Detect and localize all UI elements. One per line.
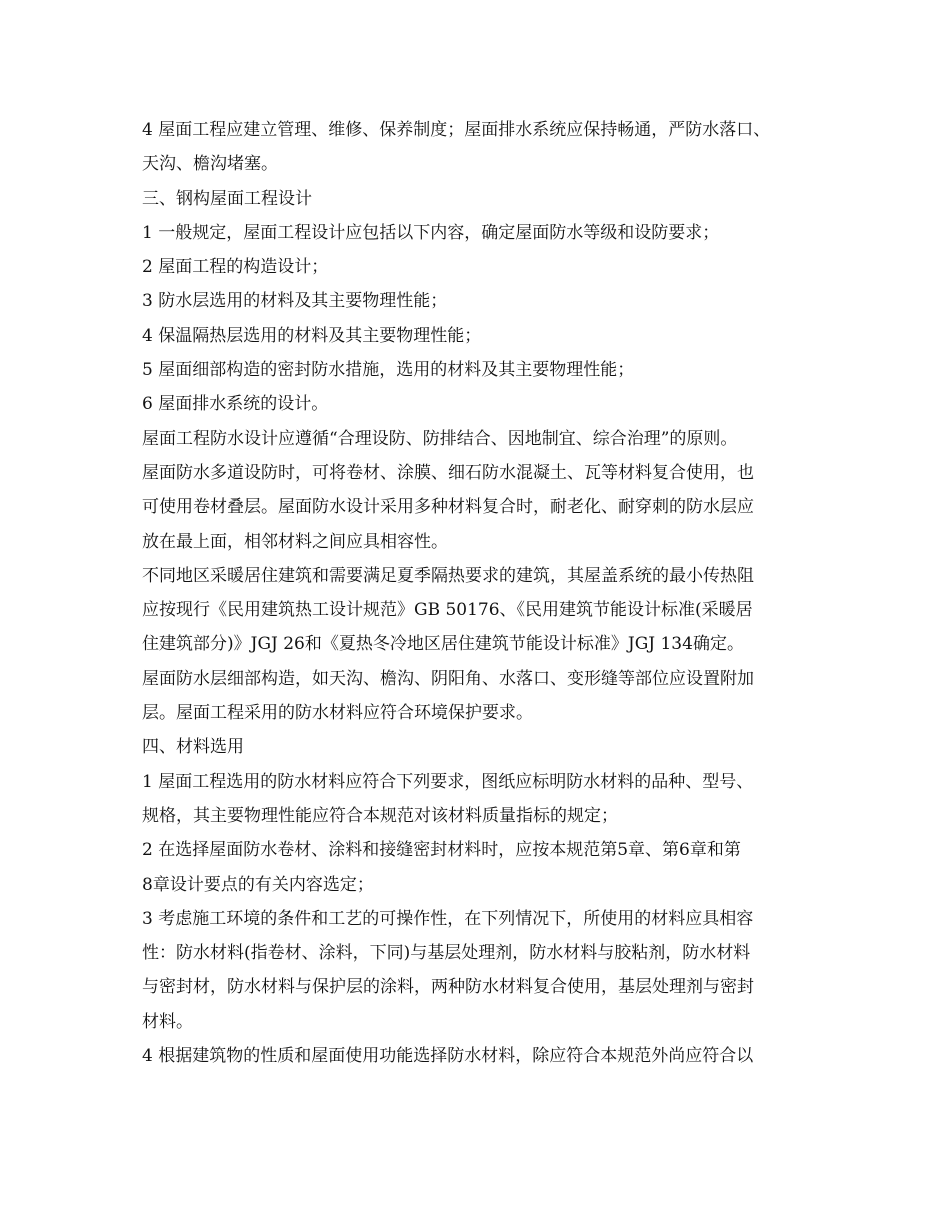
text-line: 6 屋面排水系统的设计。 <box>142 394 329 415</box>
section-heading: 三、钢构屋面工程设计 <box>142 188 312 209</box>
text-line: 可使用卷材叠层。屋面防水设计采用多种材料复合时，耐老化、耐穿刺的防水层应 <box>142 497 754 518</box>
text-line: 2 屋面工程的构造设计； <box>142 257 329 278</box>
text-line: 3 防水层选用的材料及其主要物理性能； <box>142 291 448 312</box>
text-line: 规格，其主要物理性能应符合本规范对该材料质量指标的规定； <box>142 805 618 826</box>
text-line: 天沟、檐沟堵塞。 <box>142 154 278 175</box>
text-line: 5 屋面细部构造的密封防水措施，选用的材料及其主要物理性能； <box>142 360 635 381</box>
text-line: 材料。 <box>142 1011 193 1032</box>
text-line: 4 屋面工程应建立管理、维修、保养制度；屋面排水系统应保持畅通，严防水落口、 <box>142 120 771 140</box>
text-line: 3 考虑施工环境的条件和工艺的可操作性，在下列情况下，所使用的材料应具相容 <box>142 908 754 929</box>
text-line: 4 根据建筑物的性质和屋面使用功能选择防水材料，除应符合本规范外尚应符合以 <box>142 1046 754 1067</box>
section-heading: 四、材料选用 <box>142 737 244 758</box>
text-line: 不同地区采暖居住建筑和需要满足夏季隔热要求的建筑，其屋盖系统的最小传热阻 <box>142 565 754 586</box>
text-line: 屋面防水层细部构造，如天沟、檐沟、阴阳角、水落口、变形缝等部位应设置附加 <box>142 668 754 689</box>
document-body <box>142 113 834 1073</box>
text-line: 4 保温隔热层选用的材料及其主要物理性能； <box>142 325 482 346</box>
text-line: 1 一般规定，屋面工程设计应包括以下内容，确定屋面防水等级和设防要求； <box>142 222 720 243</box>
text-line: 住建筑部分)》JGJ 26和《夏热冬冷地区居住建筑节能设计标准》JGJ 134确定。 <box>142 634 744 655</box>
text-line: 2 在选择屋面防水卷材、涂料和接缝密封材料时，应按本规范第5章、第6章和第 <box>142 840 741 861</box>
text-line: 屋面工程防水设计应遵循“合理设防、防排结合、因地制宜、综合治理”的原则。 <box>142 428 738 449</box>
text-line: 放在最上面，相邻材料之间应具相容性。 <box>142 531 448 552</box>
text-line: 8章设计要点的有关内容选定； <box>142 874 374 895</box>
text-line: 层。屋面工程采用的防水材料应符合环境保护要求。 <box>142 703 533 724</box>
text-line: 1 屋面工程选用的防水材料应符合下列要求，图纸应标明防水材料的品种、型号、 <box>142 771 754 792</box>
text-line: 性：防水材料(指卷材、涂料，下同)与基层处理剂，防水材料与胶粘剂，防水材料 <box>142 943 751 964</box>
text-line: 与密封材，防水材料与保护层的涂料，两种防水材料复合使用，基层处理剂与密封 <box>142 977 754 998</box>
text-line: 屋面防水多道设防时，可将卷材、涂膜、细石防水混凝土、瓦等材料复合使用，也 <box>142 462 754 483</box>
text-line: 应按现行《民用建筑热工设计规范》GB 50176、《民用建筑节能设计标准(采暖居 <box>142 600 753 621</box>
